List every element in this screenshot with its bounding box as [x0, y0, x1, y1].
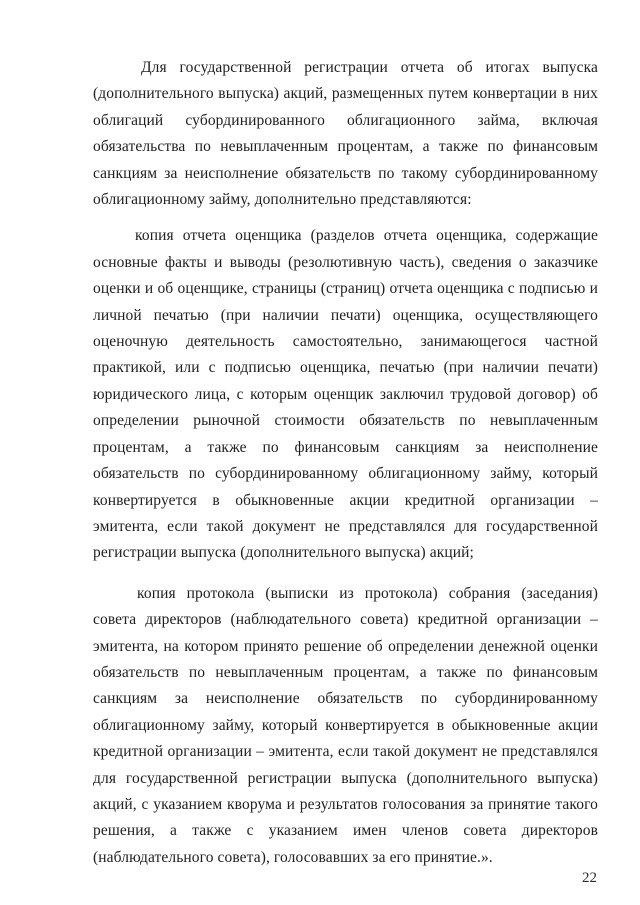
paragraph-board-protocol-copy: копия протокола (выписки из протокола) собрания (заседания) совета директоров (наблюдательного совета) кредитной организации – эмитента, на котором принято решение об определении денежной оценки обязательств по невыплаченным процентам, а также по финансовым санкциям за неисполнение обязательств по субординированному облигационному займу, который конвертируется в обыкновенные акции кредитной организации – эмитента, если такой документ не представлялся для государственной регистрации выпуска (дополнительного выпуска) акций, с указанием кворума и результатов голосования за принятие такого решения, а также с указанием имен членов совета директоров (наблюдательного совета), голосовавших за его принятие.».	[93, 584, 598, 866]
page-number: 22	[582, 870, 597, 886]
paragraph-registration-intro: Для государственной регистрации отчета об итогах выпуска (дополнительного выпуска) акций, размещенных путем конвертации в них облигаций субординированного облигационного займа, включая обязательства по невыплаченным процентам, а также по финансовым санкциям за неисполнение обязательств по такому субординированному облигационному займу, дополнительно представляются:	[93, 59, 598, 209]
paragraph-appraiser-report-copy: копия отчета оценщика (разделов отчета оценщика, содержащие основные факты и выводы (резолютивную часть), сведения о заказчике оценки и об оценщике, страницы (страниц) отчета оценщика с подписью и личной печатью (при наличии печати) оценщика, осуществляющего оценочную деятельность самостоятельно, занимающегося частной практикой, или с подписью оценщика, печатью (при наличии печати) юридического лица, с которым оценщик заключил трудовой договор) об определении рыночной стоимости обязательств по невыплаченным процентам, а также по финансовым санкциям за неисполнение обязательств по субординированному облигационному займу, который конвертируется в обыкновенные акции кредитной организации – эмитента, если такой документ не представлялся для государственной регистрации выпуска (дополнительного выпуска) акций;	[93, 227, 598, 562]
document-body	[93, 55, 598, 871]
